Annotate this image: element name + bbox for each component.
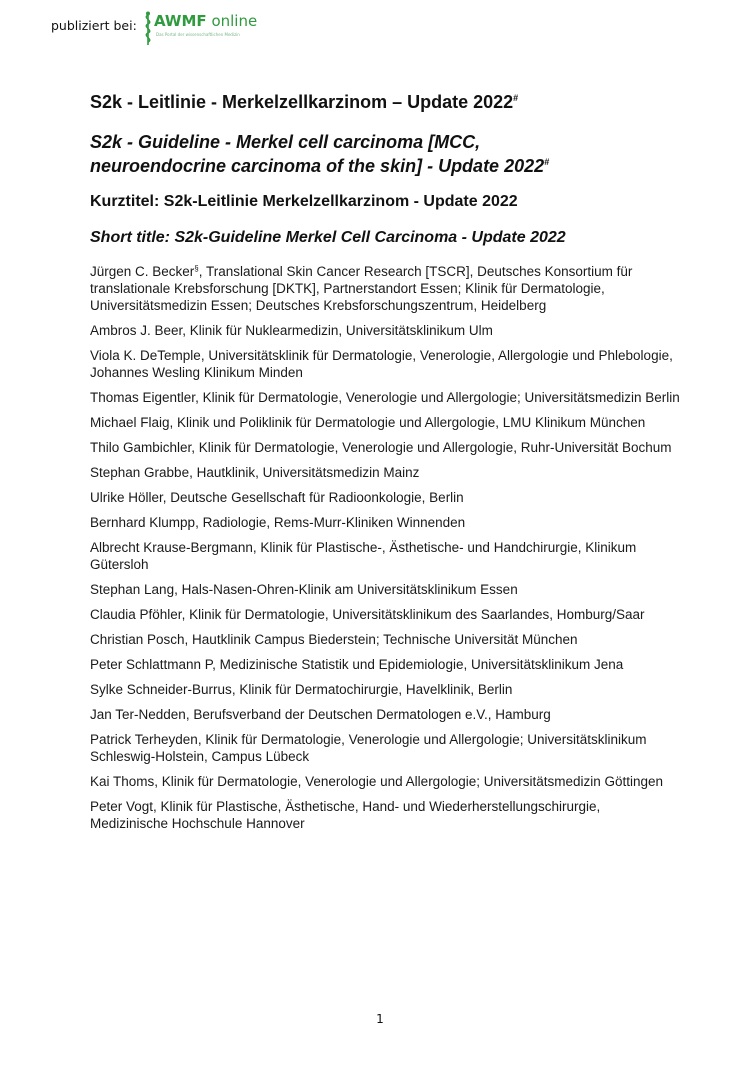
author-entry: Albrecht Krause-Bergmann, Klinik für Plastische-, Ästhetische- und Handchirurgie, Klinikum Gütersloh: [90, 540, 637, 572]
logo-wordmark: AWMF online: [154, 12, 258, 30]
author-entry: Sylke Schneider-Burrus, Klinik für Dermatochirurgie, Havelklinik, Berlin: [90, 682, 513, 697]
author-entry: Jürgen C. Becker§, Translational Skin Cancer Research [TSCR], Deutsches Konsortium für translationale Krebsforschung [DKTK], Partnerstandort Essen; Klinik für Dermatologie, Universitätsmedizin Essen; Deutsches Krebsforschungszentrum, Heidelberg: [90, 264, 633, 313]
author-entry: Michael Flaig, Klinik und Poliklinik für Dermatologie und Allergologie, LMU Klinikum München: [90, 415, 646, 430]
author-entry: Christian Posch, Hautklinik Campus Biederstein; Technische Universität München: [90, 632, 578, 647]
author-entry: Kai Thoms, Klinik für Dermatologie, Venerologie und Allergologie; Universitätsmedizin Göttingen: [90, 774, 664, 789]
author-entry: Bernhard Klumpp, Radiologie, Rems-Murr-Kliniken Winnenden: [90, 515, 466, 530]
author-entry: Ambros J. Beer, Klinik für Nuklearmedizin, Universitätsklinikum Ulm: [90, 323, 493, 338]
document-title: S2k - Leitlinie - Merkelzellkarzinom – Update 2022#: [90, 92, 519, 112]
logo-tagline: Das Portal der wissenschaftlichen Medizin: [156, 32, 240, 37]
author-entry: Peter Schlattmann P, Medizinische Statistik und Epidemiologie, Universitätsklinikum Jena: [90, 657, 624, 672]
staff-of-asclepius-icon: [141, 10, 155, 46]
document-body: [90, 90, 680, 840]
author-entry: Thilo Gambichler, Klinik für Dermatologie, Venerologie und Allergologie, Ruhr-Universität Bochum: [90, 440, 672, 455]
author-entry: Stephan Lang, Hals-Nasen-Ohren-Klinik am Universitätsklinikum Essen: [90, 582, 518, 597]
author-entry: Thomas Eigentler, Klinik für Dermatologie, Venerologie und Allergologie; Universitätsmedizin Berlin: [90, 390, 680, 405]
published-label: publiziert bei:: [51, 18, 137, 33]
document-title-english: S2k - Guideline - Merkel cell carcinoma [MCC, neuroendocrine carcinoma of the skin] - Update 2022#: [90, 132, 550, 176]
author-entry: Jan Ter-Nedden, Berufsverband der Deutschen Dermatologen e.V., Hamburg: [90, 707, 551, 722]
short-title: Kurztitel: S2k-Leitlinie Merkelzellkarzinom - Update 2022: [90, 193, 518, 210]
author-entry: Peter Vogt, Klinik für Plastische, Ästhetische, Hand- und Wiederherstellungschirurgie, Medizinische Hochschule Hannover: [90, 799, 601, 831]
author-entry: Claudia Pföhler, Klinik für Dermatologie, Universitätsklinikum des Saarlandes, Homburg/Saar: [90, 607, 645, 622]
author-list: [90, 263, 680, 832]
author-entry: Stephan Grabbe, Hautklinik, Universitätsmedizin Mainz: [90, 465, 420, 480]
short-title-english: Short title: S2k-Guideline Merkel Cell Carcinoma - Update 2022: [90, 229, 566, 246]
awmf-logo[interactable]: [141, 10, 261, 50]
author-entry: Ulrike Höller, Deutsche Gesellschaft für Radioonkologie, Berlin: [90, 490, 464, 505]
author-entry: Viola K. DeTemple, Universitätsklinik für Dermatologie, Venerologie, Allergologie und Phlebologie, Johannes Wesling Klinikum Minden: [90, 348, 673, 380]
page-number: 1: [376, 1012, 384, 1026]
author-entry: Patrick Terheyden, Klinik für Dermatologie, Venerologie und Allergologie; Universitätsklinikum Schleswig-Holstein, Campus Lübeck: [90, 732, 647, 764]
